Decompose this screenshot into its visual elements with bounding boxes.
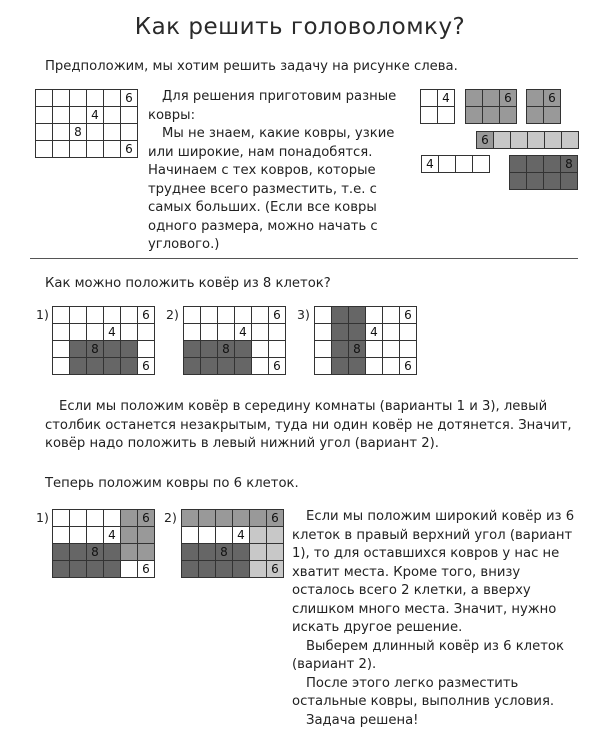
six-variant-grid-2 bbox=[181, 509, 284, 578]
grid-cell bbox=[315, 324, 332, 341]
grid-cell bbox=[70, 341, 87, 358]
grid-cell bbox=[252, 324, 269, 341]
grid-number: 6 bbox=[400, 307, 417, 324]
grid-cell bbox=[104, 307, 121, 324]
rug-cell bbox=[528, 132, 545, 149]
grid-number: 4 bbox=[233, 527, 250, 544]
variant-label: 1) bbox=[36, 510, 49, 525]
prep-paragraph: Мы не знаем, какие ковры, узкие или широкие, нам понадобятся. Начинаем с тех ковров, которые труднее всего разместить, т.е. с самых больших. (Если все ковры одного размера, можно начать с углового.) bbox=[148, 126, 395, 252]
grid-cell bbox=[121, 561, 138, 578]
puzzle-cell bbox=[36, 107, 53, 124]
explanation-paragraph: Выберем длинный ковёр из 6 клеток (вариант 2). bbox=[292, 638, 564, 672]
grid-cell bbox=[138, 324, 155, 341]
grid-cell bbox=[315, 341, 332, 358]
grid-cell bbox=[184, 341, 201, 358]
rug-cell bbox=[544, 156, 561, 173]
grid-cell bbox=[332, 341, 349, 358]
grid-cell bbox=[199, 561, 216, 578]
puzzle-cell bbox=[70, 107, 87, 124]
grid-cell bbox=[235, 358, 252, 375]
puzzle-cell bbox=[121, 124, 138, 141]
grid-number: 6 bbox=[138, 510, 155, 527]
grid-cell bbox=[366, 358, 383, 375]
grid-cell bbox=[269, 341, 286, 358]
grid-cell bbox=[366, 307, 383, 324]
grid-cell bbox=[216, 527, 233, 544]
prep-paragraph: Для решения приготовим разные ковры: bbox=[148, 89, 397, 123]
grid-cell bbox=[53, 527, 70, 544]
puzzle-cell bbox=[53, 141, 70, 158]
grid-cell bbox=[332, 324, 349, 341]
grid-cell bbox=[252, 358, 269, 375]
variant-grid-2 bbox=[183, 306, 286, 375]
rug-cell bbox=[439, 156, 456, 173]
rug-row-4 bbox=[421, 155, 490, 173]
rug-cell bbox=[527, 156, 544, 173]
grid-cell bbox=[315, 307, 332, 324]
grid-cell bbox=[121, 341, 138, 358]
grid-cell bbox=[104, 544, 121, 561]
grid-cell bbox=[104, 341, 121, 358]
grid-cell bbox=[199, 510, 216, 527]
puzzle-cell bbox=[53, 124, 70, 141]
explanation-six bbox=[292, 508, 577, 730]
grid-cell bbox=[235, 307, 252, 324]
grid-cell bbox=[87, 307, 104, 324]
puzzle-cell: 6 bbox=[121, 141, 138, 158]
grid-cell bbox=[235, 341, 252, 358]
rug-cell bbox=[510, 173, 527, 190]
grid-number: 8 bbox=[218, 341, 235, 358]
rug-cell bbox=[500, 107, 517, 124]
rug-number: 4 bbox=[422, 156, 439, 173]
explanation-paragraph: Если мы положим ковёр в середину комнаты (варианты 1 и 3), левый столбик останется незакрытым, туда ни один ковёр не дотянется. Значит, ковёр надо положить в левый нижний угол (вариант 2). bbox=[45, 399, 572, 451]
rug-long-6 bbox=[476, 131, 579, 149]
rug-number: 6 bbox=[477, 132, 494, 149]
grid-cell bbox=[121, 544, 138, 561]
grid-number: 4 bbox=[235, 324, 252, 341]
grid-cell bbox=[138, 341, 155, 358]
grid-cell bbox=[87, 358, 104, 375]
puzzle-cell bbox=[121, 107, 138, 124]
section-divider bbox=[30, 258, 578, 259]
grid-number: 6 bbox=[400, 358, 417, 375]
grid-cell bbox=[315, 358, 332, 375]
grid-number: 8 bbox=[216, 544, 233, 561]
grid-number: 8 bbox=[87, 544, 104, 561]
rug-cell bbox=[545, 132, 562, 149]
intro-text: Предположим, мы хотим решить задачу на рисунке слева. bbox=[45, 59, 458, 74]
grid-cell bbox=[366, 341, 383, 358]
rug-cell bbox=[473, 156, 490, 173]
variant-grid-3 bbox=[314, 306, 417, 375]
grid-cell bbox=[383, 341, 400, 358]
grid-cell bbox=[182, 527, 199, 544]
grid-cell bbox=[53, 341, 70, 358]
puzzle-cell bbox=[104, 107, 121, 124]
grid-number: 4 bbox=[366, 324, 383, 341]
grid-cell bbox=[121, 307, 138, 324]
puzzle-cell: 4 bbox=[87, 107, 104, 124]
rug-cell bbox=[562, 132, 579, 149]
puzzle-cell: 8 bbox=[70, 124, 87, 141]
grid-cell bbox=[383, 324, 400, 341]
variant-label: 3) bbox=[297, 307, 310, 322]
grid-cell bbox=[201, 307, 218, 324]
grid-cell bbox=[70, 561, 87, 578]
explanation-eight bbox=[45, 398, 575, 454]
grid-cell bbox=[383, 307, 400, 324]
grid-cell bbox=[104, 561, 121, 578]
grid-cell bbox=[121, 358, 138, 375]
grid-cell bbox=[121, 510, 138, 527]
puzzle-cell bbox=[87, 124, 104, 141]
rug-tall-6 bbox=[526, 89, 561, 124]
six-variant-grid-1 bbox=[52, 509, 155, 578]
grid-cell bbox=[138, 527, 155, 544]
grid-cell bbox=[199, 544, 216, 561]
grid-cell bbox=[87, 527, 104, 544]
explanation-paragraph: Задача решена! bbox=[306, 712, 419, 728]
grid-number: 8 bbox=[87, 341, 104, 358]
rug-cell bbox=[527, 173, 544, 190]
grid-cell bbox=[184, 307, 201, 324]
puzzle-cell bbox=[70, 141, 87, 158]
grid-number: 6 bbox=[138, 561, 155, 578]
rug-cell bbox=[466, 107, 483, 124]
grid-cell bbox=[252, 341, 269, 358]
grid-cell bbox=[121, 324, 138, 341]
rug-cell bbox=[483, 90, 500, 107]
explanation-paragraph: После этого легко разместить остальные ковры, выполнив условия. bbox=[292, 675, 555, 709]
grid-cell bbox=[184, 358, 201, 375]
grid-cell bbox=[53, 307, 70, 324]
variant-label: 2) bbox=[166, 307, 179, 322]
rug-cell bbox=[544, 173, 561, 190]
grid-cell bbox=[349, 324, 366, 341]
variant-grid-1 bbox=[52, 306, 155, 375]
grid-number: 6 bbox=[138, 358, 155, 375]
rug-cell bbox=[421, 107, 438, 124]
grid-cell bbox=[70, 544, 87, 561]
grid-cell bbox=[104, 510, 121, 527]
grid-cell bbox=[233, 510, 250, 527]
rug-cell bbox=[421, 90, 438, 107]
rug-cell bbox=[527, 90, 544, 107]
grid-cell bbox=[53, 544, 70, 561]
grid-cell bbox=[233, 544, 250, 561]
grid-cell bbox=[332, 307, 349, 324]
grid-cell bbox=[201, 341, 218, 358]
grid-cell bbox=[250, 510, 267, 527]
grid-cell bbox=[400, 324, 417, 341]
grid-cell bbox=[218, 307, 235, 324]
grid-number: 6 bbox=[269, 358, 286, 375]
puzzle-cell: 6 bbox=[121, 90, 138, 107]
puzzle-cell bbox=[36, 90, 53, 107]
grid-cell bbox=[201, 358, 218, 375]
grid-cell bbox=[138, 544, 155, 561]
grid-cell bbox=[184, 324, 201, 341]
rug-cell bbox=[438, 107, 455, 124]
grid-cell bbox=[70, 307, 87, 324]
rug-cell bbox=[483, 107, 500, 124]
puzzle-cell bbox=[36, 141, 53, 158]
grid-cell bbox=[252, 307, 269, 324]
grid-cell bbox=[121, 527, 138, 544]
rug-cell bbox=[456, 156, 473, 173]
grid-number: 6 bbox=[267, 510, 284, 527]
grid-cell bbox=[218, 324, 235, 341]
rug-number: 4 bbox=[438, 90, 455, 107]
puzzle-cell bbox=[36, 124, 53, 141]
puzzle-cell bbox=[104, 90, 121, 107]
grid-cell bbox=[267, 527, 284, 544]
puzzle-cell bbox=[70, 90, 87, 107]
grid-cell bbox=[53, 358, 70, 375]
puzzle-cell bbox=[53, 107, 70, 124]
grid-cell bbox=[332, 358, 349, 375]
grid-cell bbox=[250, 544, 267, 561]
grid-cell bbox=[400, 341, 417, 358]
grid-number: 8 bbox=[349, 341, 366, 358]
variant-label: 1) bbox=[36, 307, 49, 322]
grid-cell bbox=[70, 510, 87, 527]
grid-number: 6 bbox=[269, 307, 286, 324]
rug-cell bbox=[494, 132, 511, 149]
page-title: Как решить головоломку? bbox=[134, 14, 466, 40]
puzzle-cell bbox=[87, 141, 104, 158]
grid-cell bbox=[53, 510, 70, 527]
prep-text bbox=[148, 88, 408, 255]
rug-cell bbox=[527, 107, 544, 124]
variant-label: 2) bbox=[164, 510, 177, 525]
grid-cell bbox=[70, 527, 87, 544]
grid-cell bbox=[53, 324, 70, 341]
grid-cell bbox=[87, 510, 104, 527]
rug-number: 6 bbox=[500, 90, 517, 107]
grid-cell bbox=[269, 324, 286, 341]
grid-cell bbox=[216, 561, 233, 578]
grid-cell bbox=[87, 561, 104, 578]
rug-small-4 bbox=[420, 89, 455, 124]
rug-cell bbox=[511, 132, 528, 149]
question-eight: Как можно положить ковёр из 8 клеток? bbox=[45, 276, 331, 291]
puzzle-cell bbox=[53, 90, 70, 107]
grid-cell bbox=[216, 510, 233, 527]
grid-cell bbox=[250, 527, 267, 544]
puzzle-cell bbox=[87, 90, 104, 107]
grid-number: 6 bbox=[267, 561, 284, 578]
puzzle-cell bbox=[104, 124, 121, 141]
grid-cell bbox=[267, 544, 284, 561]
grid-number: 6 bbox=[138, 307, 155, 324]
grid-cell bbox=[218, 358, 235, 375]
rug-number: 6 bbox=[544, 90, 561, 107]
explanation-paragraph: Если мы положим широкий ковёр из 6 клеток в правый верхний угол (вариант 1), то для оставшихся ковров у нас не хватит места. Кроме того, внизу осталось всего 2 клетки, а вверху слишком много места. Значит, нужно искать другое решение. bbox=[292, 509, 575, 635]
grid-cell bbox=[70, 324, 87, 341]
grid-cell bbox=[53, 561, 70, 578]
rug-number: 8 bbox=[561, 156, 578, 173]
grid-cell bbox=[201, 324, 218, 341]
grid-cell bbox=[182, 561, 199, 578]
rug-cell bbox=[544, 107, 561, 124]
grid-number: 4 bbox=[104, 324, 121, 341]
rug-big-8 bbox=[509, 155, 578, 190]
question-six: Теперь положим ковры по 6 клеток. bbox=[45, 476, 299, 491]
rug-square-6 bbox=[465, 89, 517, 124]
rug-cell bbox=[466, 90, 483, 107]
grid-cell bbox=[383, 358, 400, 375]
grid-number: 4 bbox=[104, 527, 121, 544]
rug-cell bbox=[510, 156, 527, 173]
puzzle-cell bbox=[104, 141, 121, 158]
puzzle-grid bbox=[35, 89, 138, 158]
grid-cell bbox=[250, 561, 267, 578]
grid-cell bbox=[182, 510, 199, 527]
grid-cell bbox=[233, 561, 250, 578]
grid-cell bbox=[199, 527, 216, 544]
grid-cell bbox=[70, 358, 87, 375]
grid-cell bbox=[104, 358, 121, 375]
grid-cell bbox=[182, 544, 199, 561]
grid-cell bbox=[349, 307, 366, 324]
grid-cell bbox=[87, 324, 104, 341]
grid-cell bbox=[349, 358, 366, 375]
rug-cell bbox=[561, 173, 578, 190]
